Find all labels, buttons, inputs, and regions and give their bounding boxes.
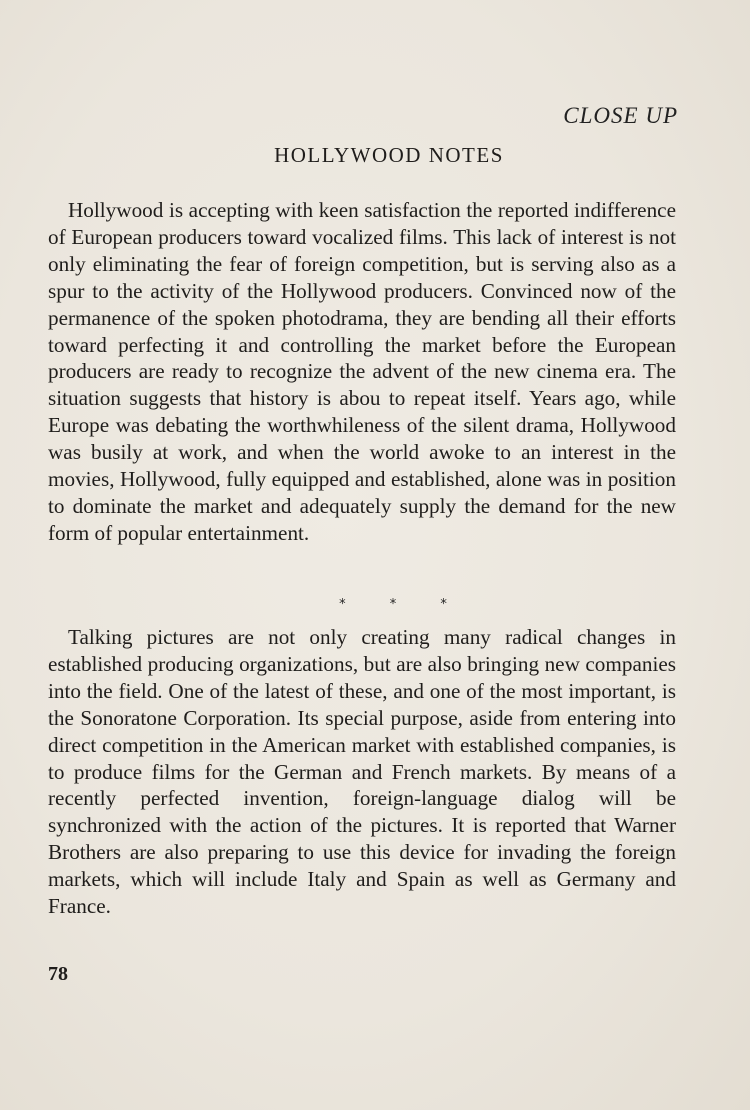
page-number: 78 <box>48 963 68 985</box>
paragraph-2: Talking pictures are not only creating many radical changes in established producing organizations, but are also bringing new companies into the field. One of the latest of these, and one of the most important, is the Sonoratone Corporation. Its special purpose, aside from entering into direct competition in the American market with established companies, is to produce films for the German and French markets. By means of a recently perfected invention, foreign-language dialog will be synchronized with the action of the pictures. It is reported that Warner Brothers are also preparing to use this device for invading the foreign markets, which will include Italy and Spain as well as Germany and France. <box>48 625 676 919</box>
paragraph-1-block <box>48 197 676 547</box>
running-head: CLOSE UP <box>563 103 678 128</box>
article-title: HOLLYWOOD NOTES <box>274 143 504 167</box>
section-separator: * * * <box>339 597 467 612</box>
paragraph-1: Hollywood is accepting with keen satisfaction the reported indifference of European producers toward vocalized films. This lack of interest is not only eliminating the fear of foreign competition, but is serving also as a spur to the activity of the Hollywood producers. Convinced now of the permanence of the spoken photodrama, they are bending all their efforts toward perfecting it and controlling the market before the European producers are ready to recognize the advent of the new cinema era. The situation suggests that history is abou to repeat itself. Years ago, while Europe was debating the worthwhileness of the silent drama, Hollywood was busily at work, and when the world awoke to an interest in the movies, Hollywood, fully equipped and established, alone was in position to dominate the market and adequately supply the demand for the new form of popular entertainment. <box>48 198 676 545</box>
paragraph-2-block <box>48 624 676 920</box>
